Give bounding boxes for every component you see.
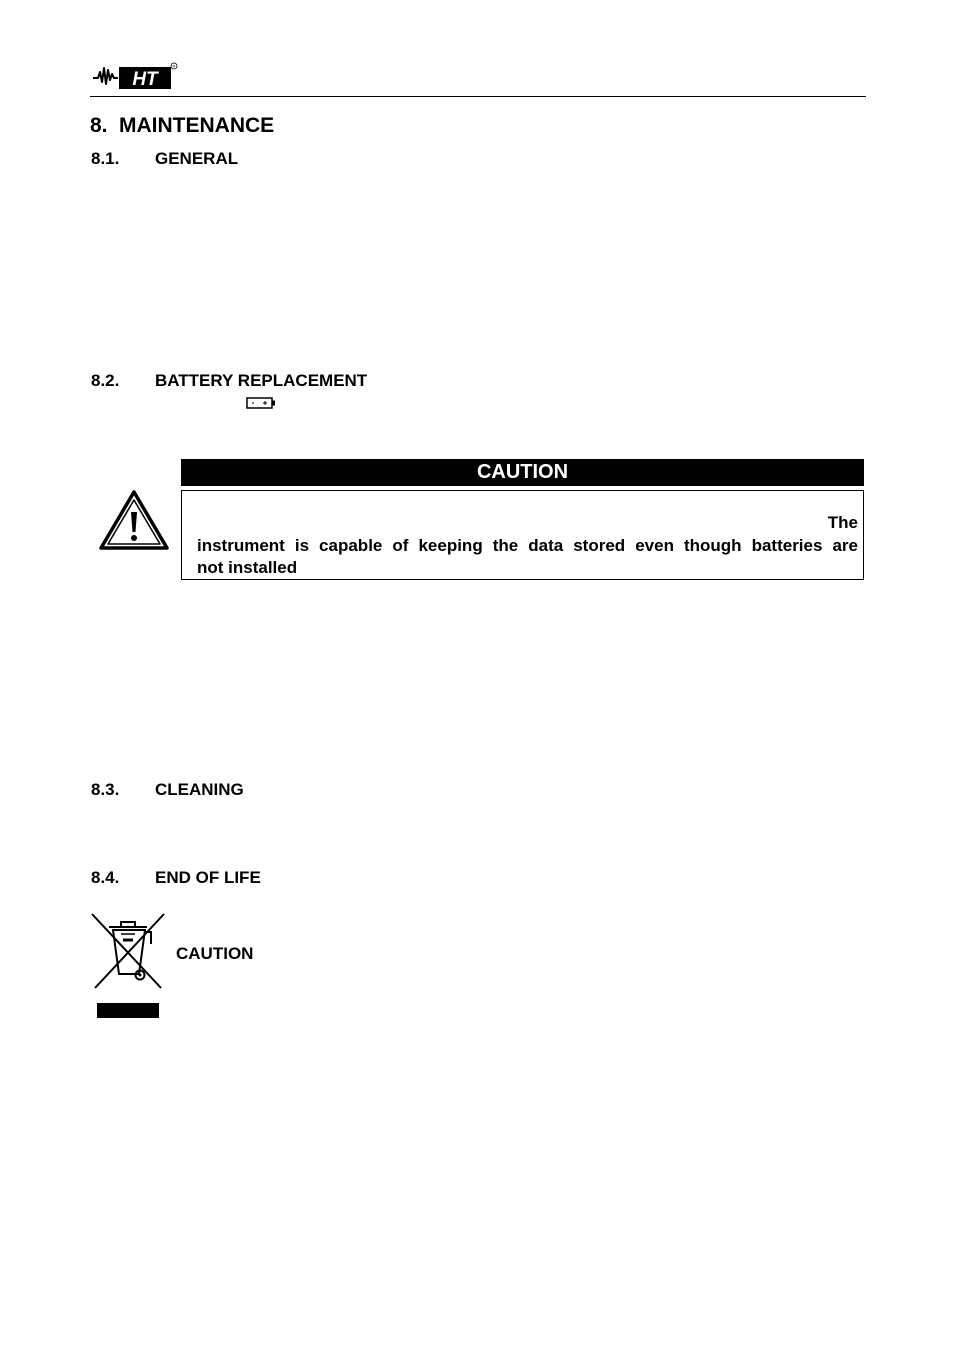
section-battery-heading — [91, 370, 491, 392]
end-of-life-caution-label: CAUTION — [176, 944, 254, 963]
section-number: 8.4. — [91, 868, 120, 887]
caution-title: CAUTION — [181, 459, 864, 486]
chapter-title — [90, 113, 274, 139]
section-number: 8.2. — [91, 371, 120, 390]
caution-line: not installed — [197, 558, 298, 577]
section-cleaning-heading — [91, 779, 491, 801]
caution-line: instrument is capable of keeping the data stored even though batteries are — [197, 535, 858, 555]
svg-text:R: R — [172, 63, 176, 69]
warning-triangle-icon — [98, 488, 170, 552]
caution-box — [181, 490, 864, 580]
caution-line: The — [827, 513, 858, 532]
section-end-of-life-heading — [91, 867, 491, 889]
caution-text — [197, 512, 858, 580]
chapter-title-text: MAINTENANCE — [119, 114, 275, 137]
section-number: 8.3. — [91, 780, 120, 799]
ht-logo — [92, 58, 178, 90]
section-title: END OF LIFE — [155, 868, 261, 887]
logo-text: HT — [132, 69, 158, 90]
crossed-bin-icon — [89, 910, 167, 992]
weee-bar — [97, 1003, 159, 1018]
section-title: GENERAL — [155, 149, 239, 168]
battery-icon — [246, 396, 276, 410]
section-general-heading — [91, 148, 491, 170]
section-title: BATTERY REPLACEMENT — [155, 371, 368, 390]
chapter-number: 8. — [90, 114, 108, 137]
header-rule — [90, 96, 866, 97]
section-title: CLEANING — [155, 780, 244, 799]
section-number: 8.1. — [91, 149, 120, 168]
